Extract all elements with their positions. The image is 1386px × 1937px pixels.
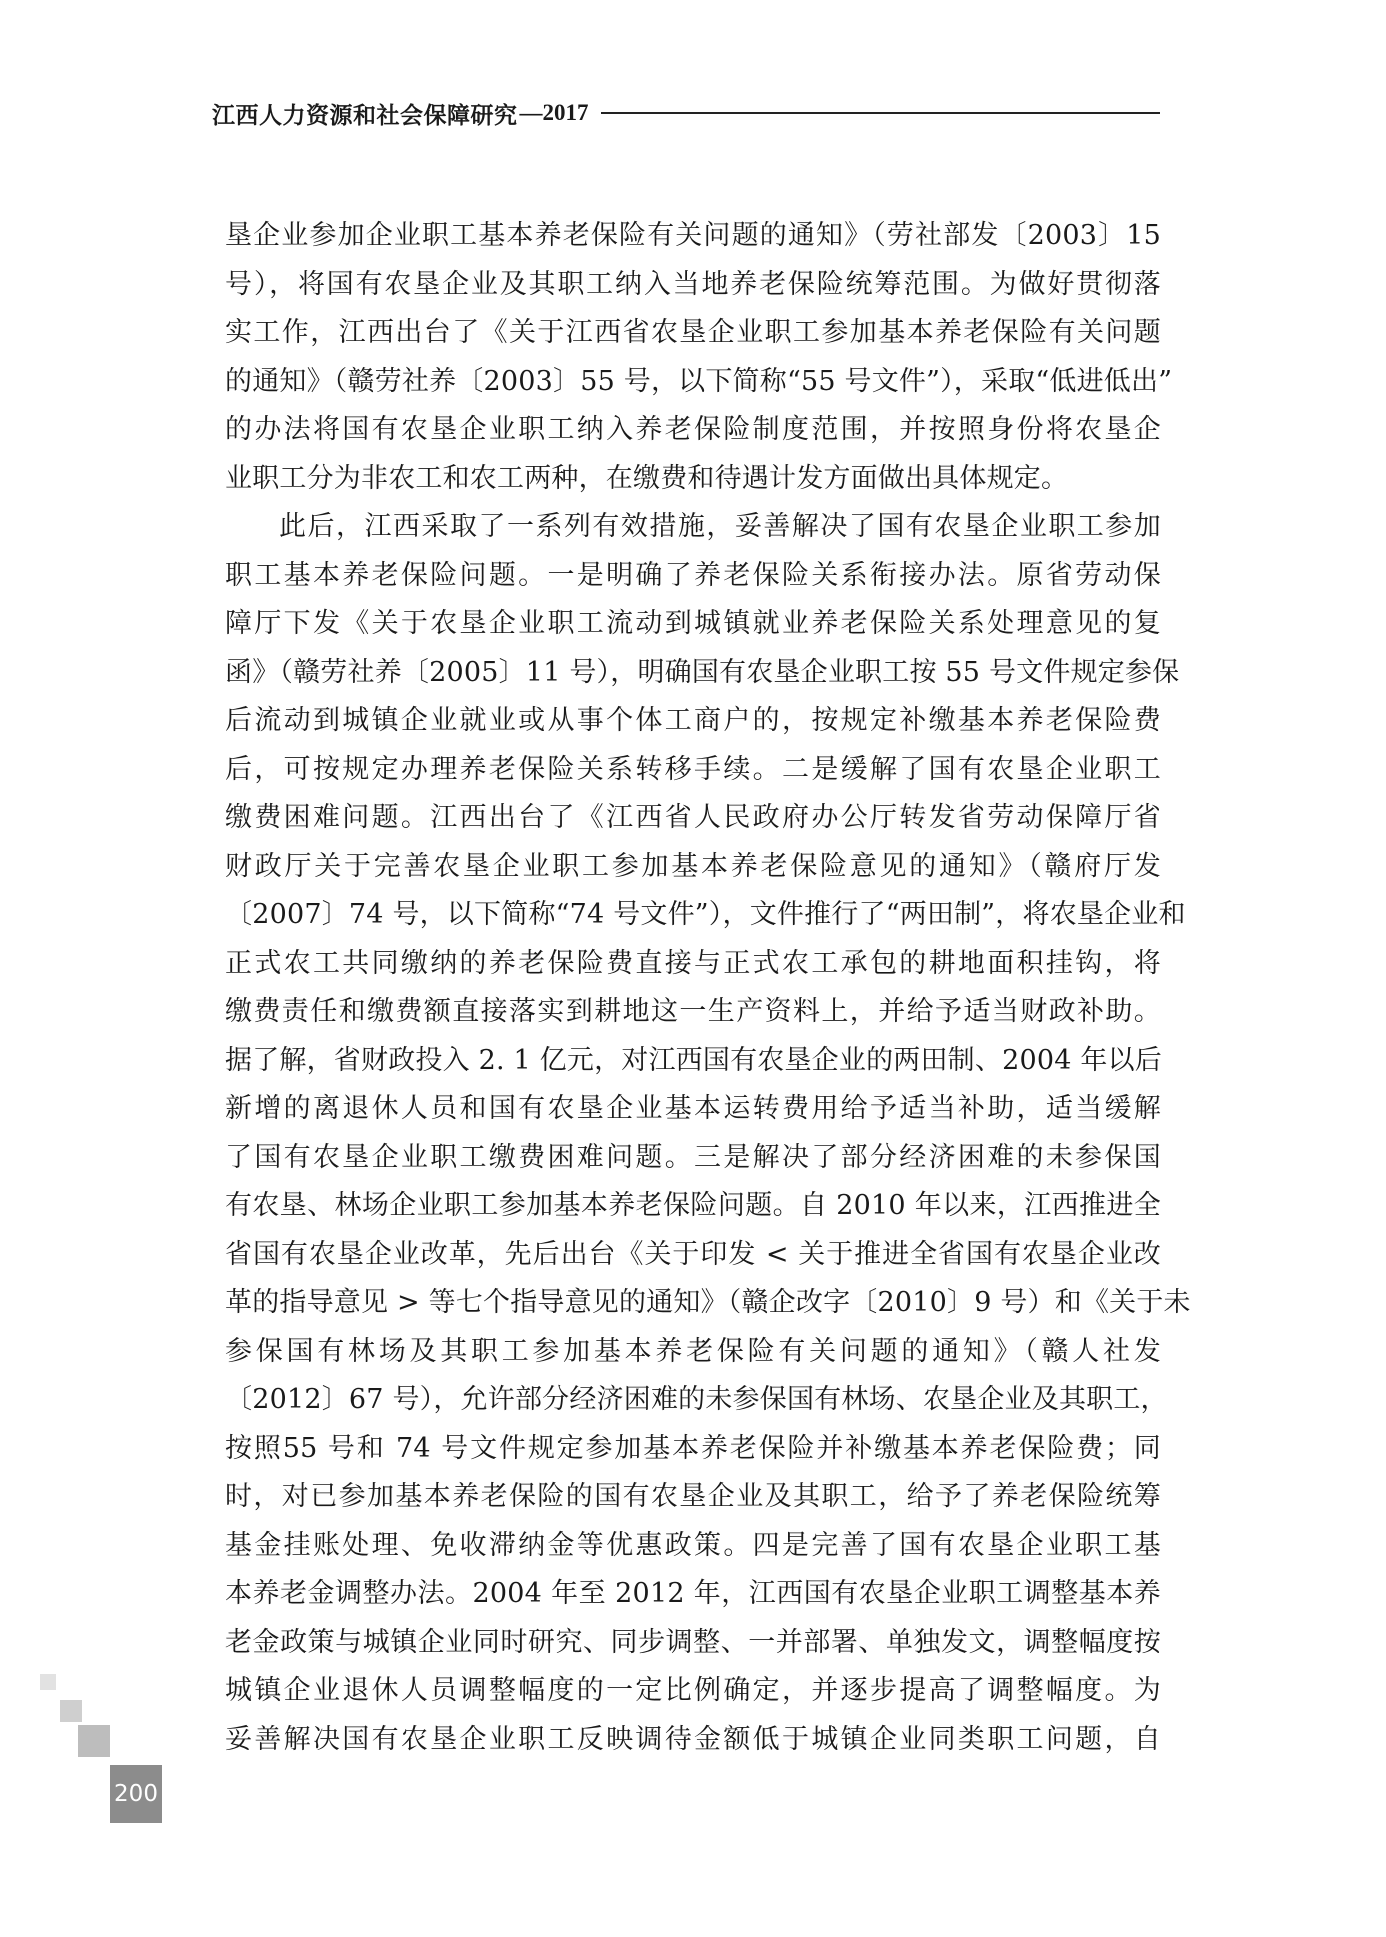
decorative-square [40, 1674, 56, 1690]
text-line: 新增的离退休人员和国有农垦企业基本运转费用给予适当补助，适当缓解 [225, 1093, 1161, 1124]
text-line: 据了解，省财政投入 2. 1 亿元，对江西国有农垦企业的两田制、2004 年以后 [225, 1044, 1162, 1076]
text-line: 的通知》（赣劳社养〔2003〕55 号，以下简称“55 号文件”），采取“低进低出” [225, 365, 1173, 397]
page-number: 200 [114, 1781, 158, 1807]
page-number-badge [110, 1765, 162, 1823]
decorative-square [78, 1725, 110, 1757]
text-line: 时，对已参加基本养老保险的国有农垦企业及其职工，给予了养老保险统筹 [225, 1481, 1161, 1512]
text-line: 省国有农垦企业改革，先后出台《关于印发 < 关于推进全省国有农垦企业改 [225, 1238, 1161, 1270]
text-line: 缴费责任和缴费额直接落实到耕地这一生产资料上，并给予适当财政补助。 [225, 996, 1161, 1027]
text-line: 后流动到城镇企业就业或从事个体工商户的，按规定补缴基本养老保险费 [225, 705, 1161, 736]
text-line: 有农垦、林场企业职工参加基本养老保险问题。自 2010 年以来，江西推进全 [225, 1190, 1161, 1221]
decorative-square [60, 1700, 82, 1722]
text-line: 正式农工共同缴纳的养老保险费直接与正式农工承包的耕地面积挂钩，将 [225, 947, 1161, 979]
text-line: 了国有农垦企业职工缴费困难问题。三是解决了部分经济困难的未参保国 [225, 1141, 1161, 1173]
text-line: 按照55 号和 74 号文件规定参加基本养老保险并补缴基本养老保险费；同 [225, 1432, 1161, 1464]
text-line: 的办法将国有农垦企业职工纳入养老保险制度范围，并按照身份将农垦企 [225, 414, 1161, 445]
text-line: 〔2007〕74 号，以下简称“74 号文件”），文件推行了“两田制”，将农垦企业和 [225, 899, 1186, 930]
text-line: 基金挂账处理、免收滞纳金等优惠政策。四是完善了国有农垦企业职工基 [225, 1529, 1161, 1561]
text-line: 职工基本养老保险问题。一是明确了养老保险关系衔接办法。原省劳动保 [225, 559, 1161, 591]
text-line: 老金政策与城镇企业同时研究、同步调整、一并部署、单独发文，调整幅度按 [225, 1626, 1161, 1658]
text-line: 财政厅关于完善农垦企业职工参加基本养老保险意见的通知》（赣府厅发 [225, 850, 1161, 882]
text-line: 妥善解决国有农垦企业职工反映调待金额低于城镇企业同类职工问题，自 [225, 1723, 1161, 1755]
header-title: 江西人力资源和社会保障研究 [212, 101, 518, 129]
text-line: 垦企业参加企业职工基本养老保险有关问题的通知》（劳社部发〔2003〕15 [225, 220, 1161, 251]
body-text [225, 212, 1191, 1764]
text-line: 缴费困难问题。江西出台了《江西省人民政府办公厅转发省劳动保障厅省 [225, 802, 1161, 833]
text-line: 参保国有林场及其职工参加基本养老保险有关问题的通知》（赣人社发 [225, 1335, 1161, 1367]
running-header [212, 95, 1160, 131]
text-line: 号），将国有农垦企业及其职工纳入当地养老保险统筹范围。为做好贯彻落 [225, 268, 1161, 300]
paragraph-first-line: 此后，江西采取了一系列有效措施，妥善解决了国有农垦企业职工参加 [279, 511, 1161, 542]
text-line: 障厅下发《关于农垦企业职工流动到城镇就业养老保险关系处理意见的复 [225, 608, 1161, 639]
text-line: 本养老金调整办法。2004 年至 2012 年，江西国有农垦企业职工调整基本养 [225, 1578, 1161, 1609]
text-line: 城镇企业退休人员调整幅度的一定比例确定，并逐步提高了调整幅度。为 [225, 1675, 1161, 1706]
header-year: —2017 [519, 100, 589, 125]
text-line: 后，可按规定办理养老保险关系转移手续。二是缓解了国有农垦企业职工 [225, 753, 1161, 785]
text-line: 〔2012〕67 号），允许部分经济困难的未参保国有林场、农垦企业及其职工， [225, 1384, 1168, 1415]
text-line: 革的指导意见 > 等七个指导意见的通知》（赣企改字〔2010〕9 号）和《关于未 [225, 1287, 1191, 1318]
text-line: 函》（赣劳社养〔2005〕11 号），明确国有农垦企业职工按 55 号文件规定参保 [225, 656, 1180, 688]
header-rule [601, 112, 1161, 114]
text-line: 业职工分为非农工和农工两种，在缴费和待遇计发方面做出具体规定。 [225, 462, 1069, 494]
text-line: 实工作，江西出台了《关于江西省农垦企业职工参加基本养老保险有关问题 [225, 317, 1161, 348]
